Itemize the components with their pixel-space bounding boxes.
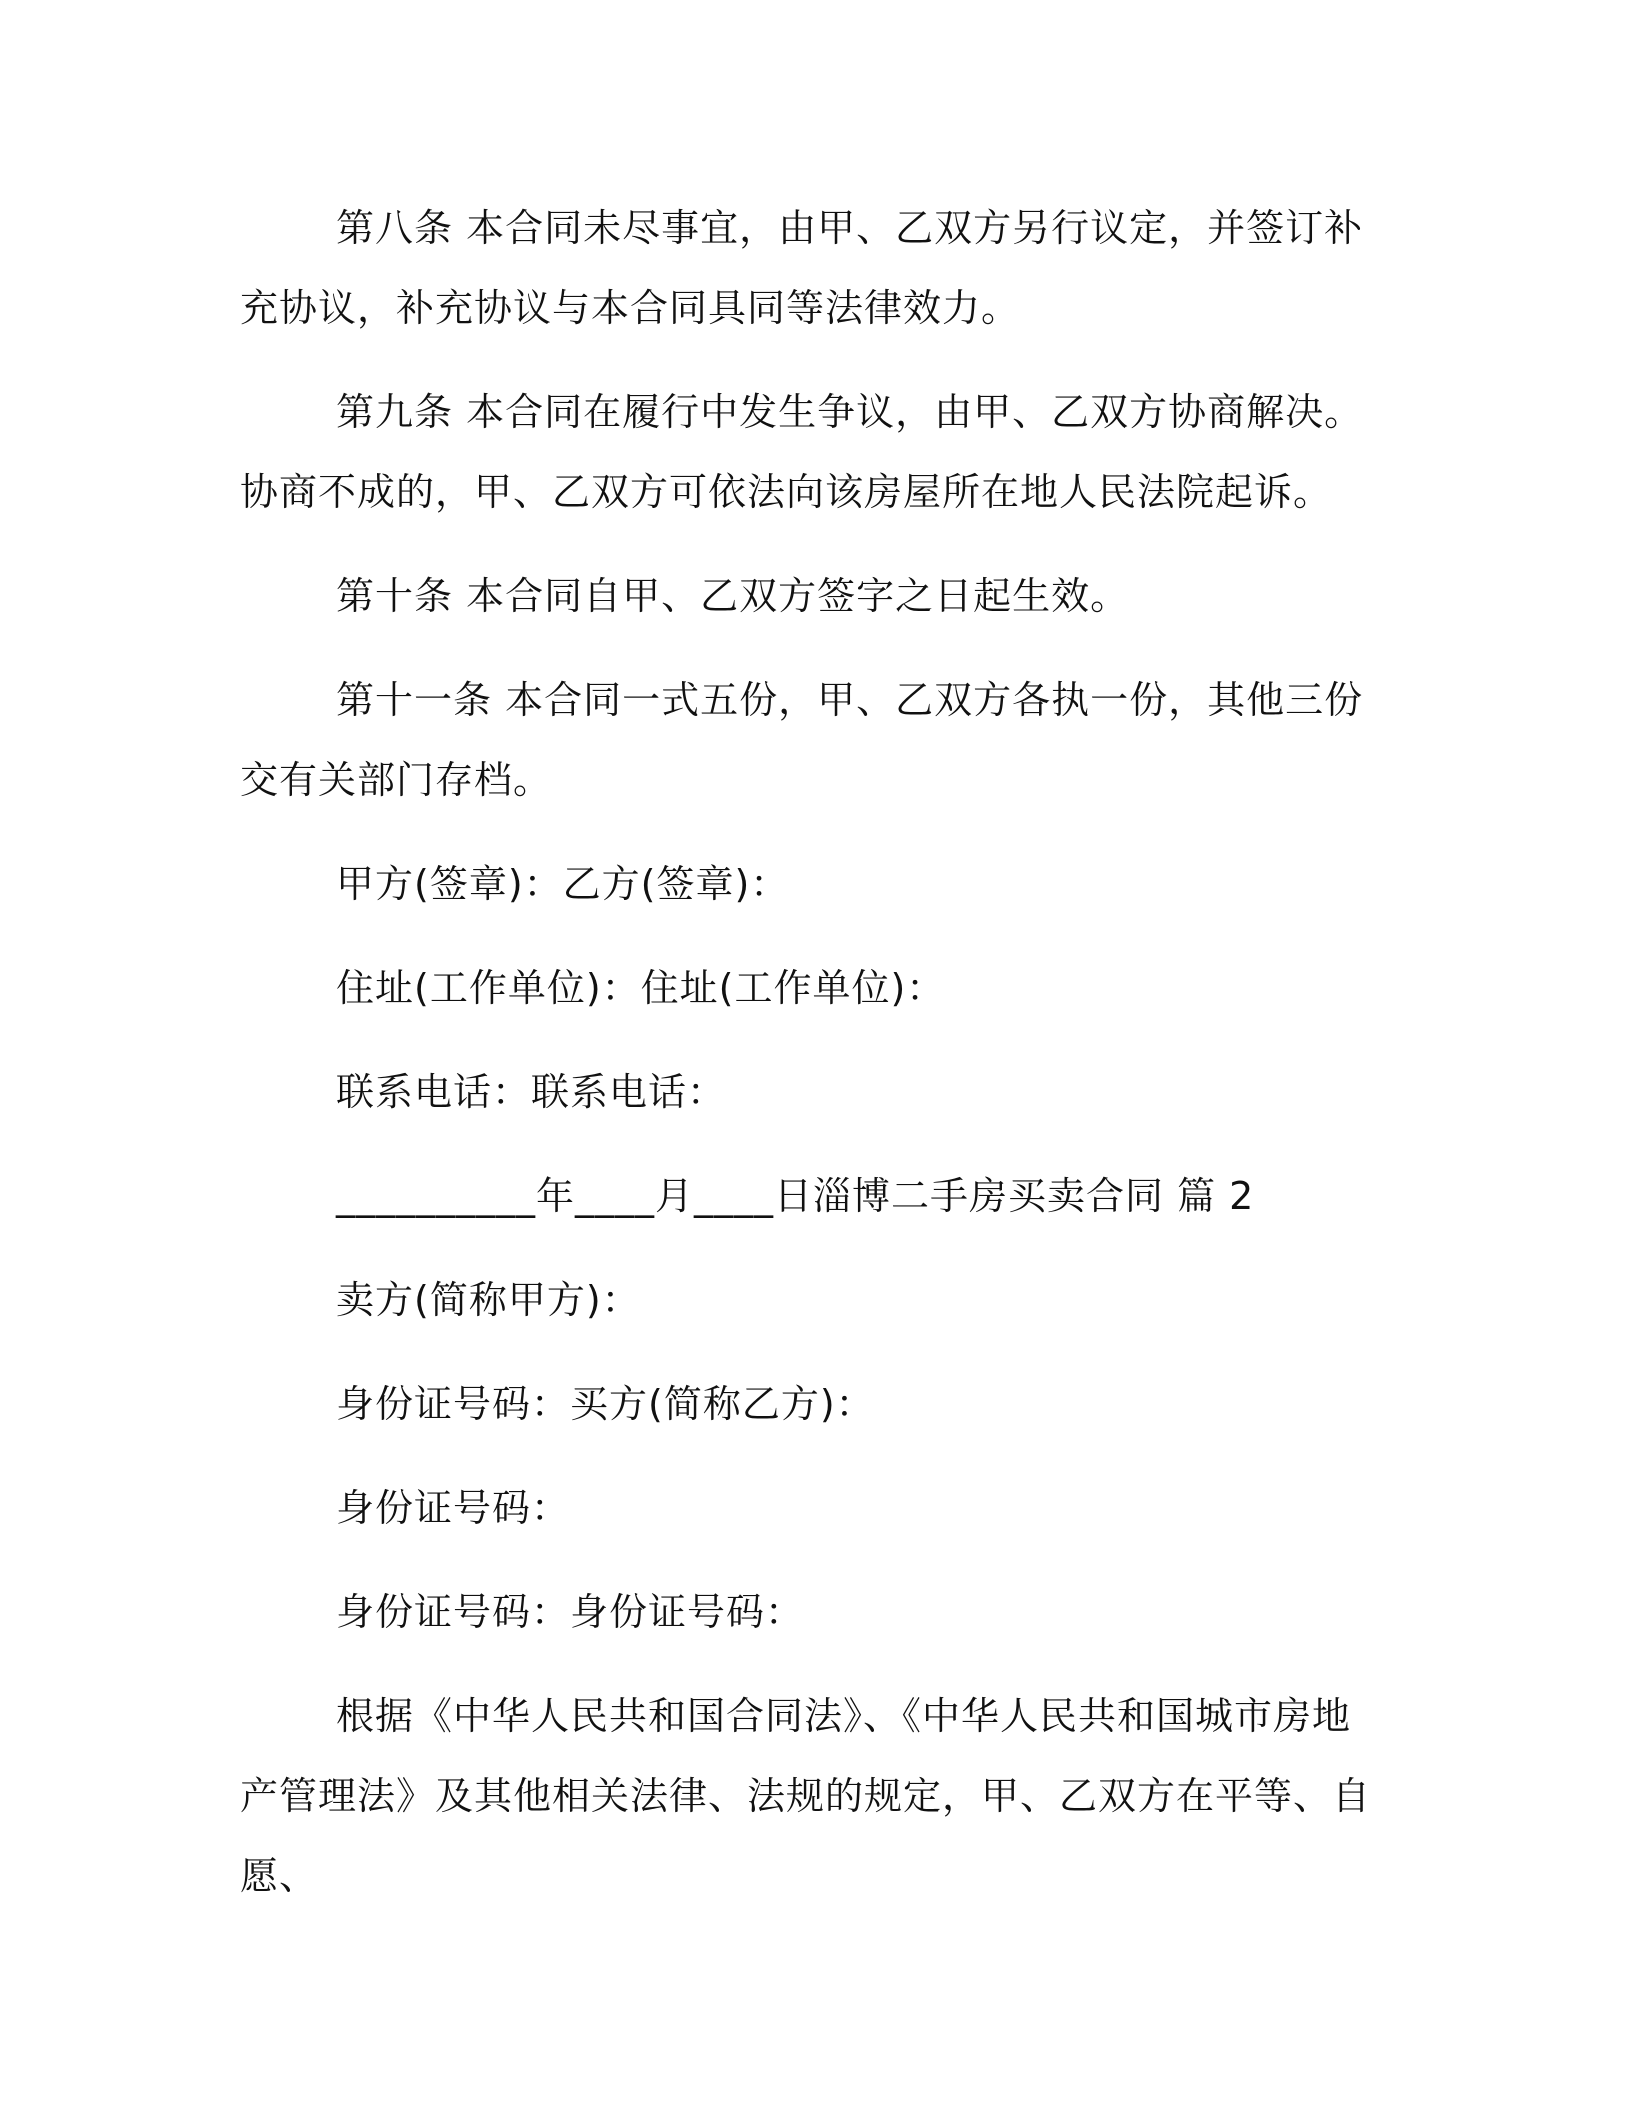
clause-10: 第十条 本合同自甲、乙双方签字之日起生效。 — [336, 574, 1130, 618]
id-line: 身份证号码： — [336, 1486, 571, 1530]
phone-line: 联系电话：联系电话： — [336, 1070, 727, 1114]
document-body — [240, 188, 1380, 1940]
id-buyer-line: 身份证号码：买方(简称乙方)： — [336, 1382, 875, 1426]
date-title-line: __________年____月____日淄博二手房买卖合同 篇 2 — [336, 1174, 1255, 1218]
address-line: 住址(工作单位)：住址(工作单位)： — [336, 966, 946, 1010]
signature-line: 甲方(签章)：乙方(签章)： — [336, 862, 790, 906]
clause-11: 第十一条 本合同一式五份，甲、乙双方各执一份，其他三份交有关部门存档。 — [240, 678, 1364, 802]
id-id-line: 身份证号码：身份证号码： — [336, 1590, 805, 1634]
legal-basis-paragraph: 根据《中华人民共和国合同法》、《中华人民共和国城市房地产管理法》及其他相关法律、法规的规定，甲、乙双方在平等、自愿、 — [240, 1694, 1372, 1898]
clause-8: 第八条 本合同未尽事宜，由甲、乙双方另行议定，并签订补充协议，补充协议与本合同具同等法律效力。 — [240, 206, 1364, 330]
clause-9: 第九条 本合同在履行中发生争议，由甲、乙双方协商解决。协商不成的，甲、乙双方可依法向该房屋所在地人民法院起诉。 — [240, 390, 1364, 514]
seller-line: 卖方(简称甲方)： — [336, 1278, 641, 1322]
